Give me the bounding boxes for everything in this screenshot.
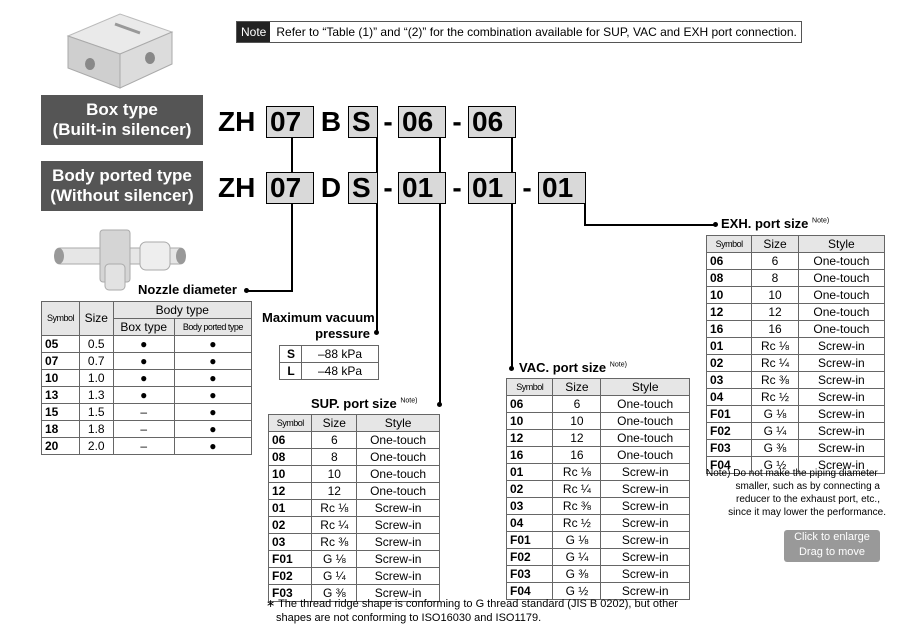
- thread-note-line1: ∗ The thread ridge shape is conforming to G thread standard (JIS B 0202), but other: [266, 598, 678, 610]
- connector-line: [511, 204, 513, 370]
- enlarge-label: Click to enlarge: [794, 531, 870, 543]
- table-row: [507, 396, 690, 413]
- connector-line: [376, 204, 378, 332]
- table-row: [42, 404, 252, 421]
- cell-style: One-touch: [601, 413, 690, 430]
- cell-symbol: 20: [42, 438, 80, 455]
- cell-symbol: 02: [269, 517, 312, 534]
- vac-title: [519, 360, 627, 375]
- header-symbol: Symbol: [269, 415, 312, 432]
- cell-size: 6: [312, 432, 357, 449]
- code-type: B: [320, 106, 342, 137]
- cell-body: ●: [174, 404, 251, 421]
- cell-style: Screw-in: [357, 585, 440, 602]
- table-row: [42, 353, 252, 370]
- cell-style: One-touch: [601, 430, 690, 447]
- connector-dot: [437, 402, 442, 407]
- cell-size: Rc ½: [752, 389, 799, 406]
- cell-style: One-touch: [357, 432, 440, 449]
- cell-style: Screw-in: [357, 500, 440, 517]
- cell-symbol: F03: [269, 585, 312, 602]
- cell-symbol: F02: [507, 549, 553, 566]
- cell-size: 10: [752, 287, 799, 304]
- cell-symbol: S: [280, 346, 302, 363]
- cell-symbol: 07: [42, 353, 80, 370]
- table-row: [507, 566, 690, 583]
- cell-size: 1.8: [79, 421, 113, 438]
- cell-size: 2.0: [79, 438, 113, 455]
- table-row: [707, 355, 885, 372]
- cell-box: –: [113, 404, 174, 421]
- thread-note: [266, 597, 678, 625]
- cell-size: 12: [752, 304, 799, 321]
- exh-footnote-line3: reducer to the exhaust port, etc.,: [736, 494, 880, 505]
- cell-style: Screw-in: [601, 566, 690, 583]
- cell-style: One-touch: [798, 270, 884, 287]
- table-row: [707, 338, 885, 355]
- cell-symbol: 01: [707, 338, 752, 355]
- cell-symbol: F03: [707, 440, 752, 457]
- cell-symbol: 12: [269, 483, 312, 500]
- cell-size: 1.0: [79, 370, 113, 387]
- table-row: [507, 498, 690, 515]
- cell-symbol: F01: [707, 406, 752, 423]
- sup-title-text: SUP. port size: [311, 396, 397, 411]
- table-row: [707, 270, 885, 287]
- code-prefix: ZH: [218, 172, 256, 203]
- cell-symbol: 12: [507, 430, 553, 447]
- cell-symbol: 16: [707, 321, 752, 338]
- table-row: [269, 517, 440, 534]
- cell-size: 10: [553, 413, 601, 430]
- cell-size: Rc ½: [553, 515, 601, 532]
- cell-style: One-touch: [798, 321, 884, 338]
- box-type-product-image: [60, 6, 180, 96]
- cell-symbol: 15: [42, 404, 80, 421]
- table-row: [707, 321, 885, 338]
- header-style: Style: [357, 415, 440, 432]
- table-row: [269, 500, 440, 517]
- header-body-type: Body type: [113, 302, 251, 319]
- cell-size: G ½: [752, 457, 799, 474]
- table-row: [42, 336, 252, 353]
- cell-style: Screw-in: [798, 440, 884, 457]
- cell-symbol: F03: [507, 566, 553, 583]
- cell-style: Screw-in: [798, 372, 884, 389]
- drag-label: Drag to move: [798, 546, 866, 558]
- vac-title-text: VAC. port size: [519, 360, 607, 375]
- cell-size: 1.5: [79, 404, 113, 421]
- cell-body: ●: [174, 336, 251, 353]
- cell-size: 10: [312, 466, 357, 483]
- cell-symbol: 04: [507, 515, 553, 532]
- code-sup: 01: [398, 172, 446, 204]
- connector-line: [584, 224, 716, 226]
- sup-note-mark: Note): [400, 397, 418, 405]
- cell-symbol: 06: [707, 253, 752, 270]
- connector-dot: [244, 288, 249, 293]
- note-banner: [236, 21, 802, 43]
- cell-size: 12: [553, 430, 601, 447]
- cell-style: One-touch: [357, 466, 440, 483]
- cell-size: G ⅛: [312, 551, 357, 568]
- cell-symbol: 03: [269, 534, 312, 551]
- cell-size: 16: [553, 447, 601, 464]
- cell-size: Rc ⅛: [553, 464, 601, 481]
- cell-style: Screw-in: [357, 551, 440, 568]
- exh-footnote-line2: smaller, such as by connecting a: [735, 481, 880, 492]
- cell-symbol: F02: [707, 423, 752, 440]
- cell-style: One-touch: [798, 253, 884, 270]
- cell-size: Rc ¼: [752, 355, 799, 372]
- table-row: [269, 466, 440, 483]
- vacuum-title-line2: pressure: [315, 326, 370, 341]
- cell-size: G ¼: [312, 568, 357, 585]
- cell-box: ●: [113, 370, 174, 387]
- table-row: [507, 532, 690, 549]
- cell-size: 0.7: [79, 353, 113, 370]
- header-style: Style: [798, 236, 884, 253]
- body-type-label-line2: (Without silencer): [50, 186, 194, 205]
- cell-symbol: 03: [707, 372, 752, 389]
- code-vacuum: S: [348, 106, 378, 138]
- code-exh: 01: [538, 172, 586, 204]
- cell-size: Rc ⅛: [752, 338, 799, 355]
- cell-size: 6: [752, 253, 799, 270]
- cell-symbol: 01: [507, 464, 553, 481]
- cell-style: Screw-in: [798, 389, 884, 406]
- code-hyphen: -: [522, 172, 532, 203]
- header-box-type: Box type: [113, 319, 174, 336]
- cell-value: –88 kPa: [302, 346, 379, 363]
- vacuum-title-line1: Maximum vacuum: [262, 310, 375, 325]
- cell-symbol: L: [280, 363, 302, 380]
- cell-size: Rc ⅜: [312, 534, 357, 551]
- cell-box: ●: [113, 353, 174, 370]
- cell-size: G ⅜: [553, 566, 601, 583]
- cell-style: Screw-in: [798, 338, 884, 355]
- cell-style: Screw-in: [357, 534, 440, 551]
- connector-dot: [509, 366, 514, 371]
- cell-symbol: 06: [269, 432, 312, 449]
- cell-style: Screw-in: [798, 457, 884, 474]
- cell-size: G ⅛: [553, 532, 601, 549]
- cell-style: Screw-in: [357, 517, 440, 534]
- cell-style: One-touch: [601, 447, 690, 464]
- table-row: [707, 406, 885, 423]
- cell-symbol: 12: [707, 304, 752, 321]
- exh-footnote-line4: since it may lower the performance.: [728, 507, 886, 518]
- cell-style: Screw-in: [798, 423, 884, 440]
- table-row: [507, 549, 690, 566]
- sup-table: [268, 414, 440, 602]
- cell-symbol: 02: [707, 355, 752, 372]
- cell-style: One-touch: [798, 304, 884, 321]
- exh-footnote: [706, 467, 886, 519]
- cell-style: One-touch: [601, 396, 690, 413]
- connector-line: [291, 138, 293, 172]
- cell-symbol: 06: [507, 396, 553, 413]
- header-body-ported: Body ported type: [174, 319, 251, 336]
- table-row: [269, 568, 440, 585]
- cell-style: Screw-in: [798, 406, 884, 423]
- table-row: [707, 287, 885, 304]
- table-row: [269, 534, 440, 551]
- cell-symbol: 02: [507, 481, 553, 498]
- vacuum-table: [279, 345, 379, 380]
- table-row: [707, 423, 885, 440]
- code-hyphen: -: [452, 172, 462, 203]
- cell-size: G ⅜: [312, 585, 357, 602]
- header-symbol: Symbol: [707, 236, 752, 253]
- cell-symbol: 01: [269, 500, 312, 517]
- code-hyphen: -: [383, 172, 393, 203]
- cell-style: Screw-in: [601, 498, 690, 515]
- table-row: [42, 421, 252, 438]
- code-prefix: ZH: [218, 106, 256, 137]
- code-vacuum: S: [348, 172, 378, 204]
- connector-line: [439, 204, 441, 404]
- cell-symbol: F01: [269, 551, 312, 568]
- cell-symbol: 08: [269, 449, 312, 466]
- table-row: [707, 253, 885, 270]
- connector-dot: [374, 330, 379, 335]
- cell-size: Rc ⅛: [312, 500, 357, 517]
- header-style: Style: [601, 379, 690, 396]
- connector-line: [247, 290, 293, 292]
- body-type-label-line1: Body ported type: [52, 166, 192, 185]
- cell-body: ●: [174, 421, 251, 438]
- cell-symbol: 10: [507, 413, 553, 430]
- cell-body: ●: [174, 353, 251, 370]
- cell-size: 8: [752, 270, 799, 287]
- cell-box: ●: [113, 336, 174, 353]
- cell-size: G ⅛: [752, 406, 799, 423]
- box-type-label: [41, 95, 203, 145]
- cell-symbol: 16: [507, 447, 553, 464]
- table-row: [507, 481, 690, 498]
- cell-style: Screw-in: [601, 583, 690, 600]
- connector-dot: [713, 222, 718, 227]
- code-type: D: [320, 172, 342, 203]
- table-row: [42, 438, 252, 455]
- exh-footnote-line1: Note) Do not make the piping diameter: [706, 468, 878, 479]
- cell-size: Rc ⅜: [752, 372, 799, 389]
- cell-value: –48 kPa: [302, 363, 379, 380]
- table-row: [507, 464, 690, 481]
- cell-style: Screw-in: [601, 464, 690, 481]
- sup-title: [311, 396, 417, 411]
- thread-note-line2: shapes are not conforming to ISO16030 and ISO1179.: [276, 612, 542, 624]
- cell-style: One-touch: [798, 287, 884, 304]
- cell-style: One-touch: [357, 449, 440, 466]
- code-nozzle: 07: [266, 172, 314, 204]
- code-nozzle: 07: [266, 106, 314, 138]
- cell-symbol: 05: [42, 336, 80, 353]
- vacuum-title: [262, 310, 375, 342]
- nozzle-title: Nozzle diameter: [138, 282, 237, 297]
- table-row: [507, 430, 690, 447]
- cell-size: 1.3: [79, 387, 113, 404]
- cell-style: Screw-in: [601, 515, 690, 532]
- table-row: [507, 515, 690, 532]
- connector-line: [584, 204, 586, 226]
- table-row: [280, 363, 379, 380]
- table-row: [280, 346, 379, 363]
- body-type-code: [218, 172, 586, 204]
- cell-size: G ¼: [752, 423, 799, 440]
- box-type-code: [218, 106, 516, 138]
- cell-body: ●: [174, 370, 251, 387]
- vac-note-mark: Note): [609, 361, 627, 369]
- cell-symbol: 10: [269, 466, 312, 483]
- note-tag: Note: [237, 22, 270, 42]
- connector-line: [376, 138, 378, 172]
- table-row: [707, 304, 885, 321]
- cell-symbol: 10: [42, 370, 80, 387]
- table-row: [42, 370, 252, 387]
- cell-size: Rc ¼: [553, 481, 601, 498]
- cell-size: Rc ¼: [312, 517, 357, 534]
- cell-symbol: F01: [507, 532, 553, 549]
- header-size: Size: [312, 415, 357, 432]
- cell-symbol: F04: [507, 583, 553, 600]
- exh-note-mark: Note): [812, 217, 830, 225]
- cell-body: ●: [174, 387, 251, 404]
- body-type-label: [41, 161, 203, 211]
- table-row: [707, 389, 885, 406]
- table-row: [507, 447, 690, 464]
- cell-style: Screw-in: [601, 532, 690, 549]
- nozzle-table: [41, 301, 252, 455]
- table-row: [707, 440, 885, 457]
- cell-size: G ½: [553, 583, 601, 600]
- cell-box: –: [113, 421, 174, 438]
- cell-symbol: 10: [707, 287, 752, 304]
- box-type-label-line1: Box type: [86, 100, 158, 119]
- cell-style: One-touch: [357, 483, 440, 500]
- connector-line: [291, 204, 293, 292]
- cell-size: Rc ⅜: [553, 498, 601, 515]
- cell-symbol: 08: [707, 270, 752, 287]
- code-vac: 01: [468, 172, 516, 204]
- code-hyphen: -: [452, 106, 462, 137]
- code-sup: 06: [398, 106, 446, 138]
- vac-table: [506, 378, 690, 600]
- table-row: [42, 387, 252, 404]
- cell-style: Screw-in: [601, 481, 690, 498]
- code-hyphen: -: [383, 106, 393, 137]
- cell-size: G ⅜: [752, 440, 799, 457]
- cell-symbol: 18: [42, 421, 80, 438]
- cell-body: ●: [174, 438, 251, 455]
- cell-style: Screw-in: [798, 355, 884, 372]
- cell-size: G ¼: [553, 549, 601, 566]
- header-size: Size: [752, 236, 799, 253]
- cell-symbol: 04: [707, 389, 752, 406]
- cell-box: –: [113, 438, 174, 455]
- table-row: [269, 432, 440, 449]
- exh-table: [706, 235, 885, 474]
- connector-line: [439, 138, 441, 172]
- code-vac: 06: [468, 106, 516, 138]
- header-symbol: Symbol: [507, 379, 553, 396]
- cell-size: 8: [312, 449, 357, 466]
- header-symbol: Symbol: [42, 302, 80, 336]
- enlarge-button[interactable]: [784, 530, 880, 562]
- cell-size: 6: [553, 396, 601, 413]
- header-size: Size: [79, 302, 113, 336]
- table-row: [269, 483, 440, 500]
- cell-size: 16: [752, 321, 799, 338]
- box-type-label-line2: (Built-in silencer): [52, 120, 192, 139]
- exh-title-text: EXH. port size: [721, 216, 809, 231]
- cell-symbol: F02: [269, 568, 312, 585]
- connector-line: [511, 138, 513, 172]
- cell-symbol: 03: [507, 498, 553, 515]
- cell-size: 12: [312, 483, 357, 500]
- header-size: Size: [553, 379, 601, 396]
- table-row: [269, 551, 440, 568]
- cell-symbol: F04: [707, 457, 752, 474]
- table-row: [269, 449, 440, 466]
- cell-style: Screw-in: [357, 568, 440, 585]
- table-row: [707, 372, 885, 389]
- table-row: [507, 413, 690, 430]
- note-text: Refer to “Table (1)” and “(2)” for the combination available for SUP, VAC and EXH port connection.: [276, 25, 797, 39]
- exh-title: [721, 216, 829, 231]
- cell-size: 0.5: [79, 336, 113, 353]
- cell-box: ●: [113, 387, 174, 404]
- cell-symbol: 13: [42, 387, 80, 404]
- cell-style: Screw-in: [601, 549, 690, 566]
